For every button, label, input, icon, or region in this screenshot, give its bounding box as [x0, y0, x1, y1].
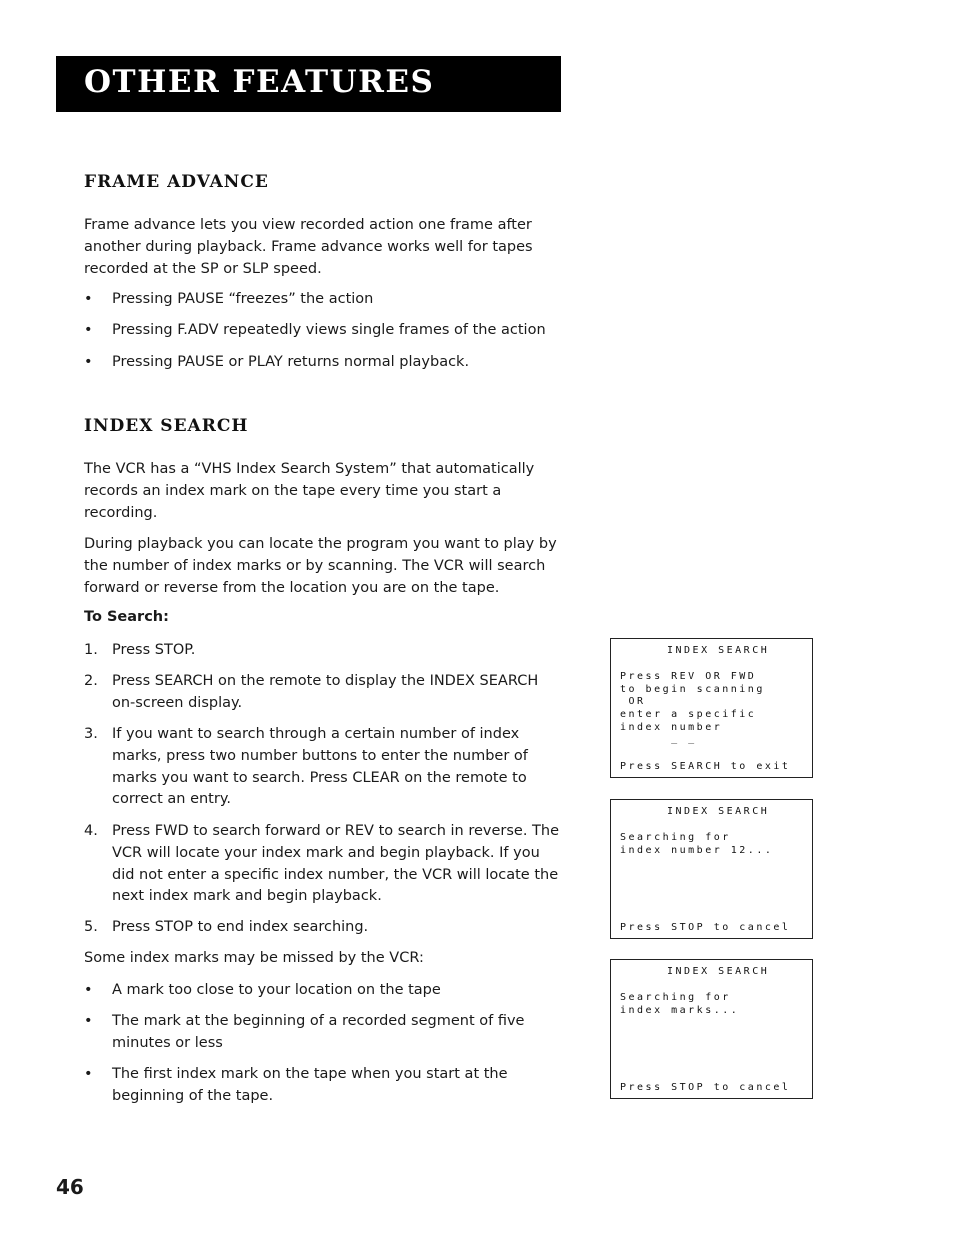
osd-screen-searching-number	[610, 799, 813, 939]
step-text-3: If you want to search through a certain number of index marks, press two number buttons to enter the number of marks you want to search. Press CLEAR on the remote to correct an entry.	[112, 726, 528, 808]
index-search-para-1	[84, 459, 564, 524]
osd-footer: Press SEARCH to exit	[620, 761, 791, 772]
frame-advance-intro-text: Frame advance lets you view recorded action one frame after another during playback. Frame advance works well for tapes recorded at the SP or SLP speed.	[84, 217, 533, 277]
bullet-marker: •	[84, 1013, 93, 1029]
osd-line: Searching for	[620, 832, 731, 843]
osd-title: INDEX SEARCH	[667, 645, 770, 656]
step-text-2: Press SEARCH on the remote to display the INDEX SEARCH on-screen display.	[112, 673, 539, 711]
step-number: 1.	[84, 642, 98, 658]
index-search-heading: INDEX SEARCH	[84, 416, 249, 436]
osd-screen-index-search-start	[610, 638, 813, 778]
bullet-marker: •	[84, 982, 93, 998]
section-header-bar	[56, 56, 561, 112]
to-search-label: To Search:	[84, 609, 169, 625]
frame-advance-heading: FRAME ADVANCE	[84, 172, 269, 192]
index-search-para-1-text: The VCR has a “VHS Index Search System” that automatically records an index mark on the tape every time you start a recording.	[84, 461, 535, 521]
osd-footer: Press STOP to cancel	[620, 1082, 791, 1093]
missed-bullet-1: A mark too close to your location on the tape	[112, 982, 441, 998]
step-number: 5.	[84, 919, 98, 935]
step-text-4: Press FWD to search forward or REV to search in reverse. The VCR will locate your index mark and begin playback. If you did not enter a specific index number, the VCR will locate the next index mark and begin playback.	[112, 823, 560, 905]
index-search-para-2-text: During playback you can locate the program you want to play by the number of index marks or by scanning. The VCR will search forward or reverse from the location you are on the tape.	[84, 536, 557, 596]
bullet-marker: •	[84, 291, 93, 307]
osd-screen-searching-marks	[610, 959, 813, 1099]
osd-line: Press REV OR FWD	[620, 671, 757, 682]
osd-line: to begin scanning	[620, 684, 765, 695]
osd-footer: Press STOP to cancel	[620, 922, 791, 933]
osd-line: index number 12...	[620, 845, 774, 856]
missed-bullet-2: The mark at the beginning of a recorded segment of five minutes or less	[112, 1013, 525, 1051]
missed-marks-intro-text: Some index marks may be missed by the VCR:	[84, 950, 424, 966]
osd-title: INDEX SEARCH	[667, 806, 770, 817]
frame-advance-bullet-3: Pressing PAUSE or PLAY returns normal playback.	[112, 354, 470, 370]
page-number: 46	[56, 1175, 84, 1199]
missed-bullet-3: The first index mark on the tape when you start at the beginning of the tape.	[112, 1066, 508, 1104]
step-number: 2.	[84, 673, 98, 689]
page-title: OTHER FEATURES	[84, 64, 435, 100]
osd-line: enter a specific	[620, 709, 757, 720]
osd-line: Searching for	[620, 992, 731, 1003]
osd-index-entry-blanks: _ _	[620, 733, 697, 744]
frame-advance-bullet-2: Pressing F.ADV repeatedly views single frames of the action	[112, 322, 546, 338]
bullet-marker: •	[84, 354, 93, 370]
osd-line: index number	[620, 722, 723, 733]
step-number: 3.	[84, 726, 98, 742]
frame-advance-intro	[84, 215, 564, 280]
bullet-marker: •	[84, 322, 93, 338]
step-text-1: Press STOP.	[112, 642, 196, 658]
osd-line: index marks...	[620, 1005, 740, 1016]
index-search-para-2	[84, 534, 564, 599]
frame-advance-bullet-1: Pressing PAUSE “freezes” the action	[112, 291, 374, 307]
osd-line: OR	[620, 696, 646, 707]
missed-marks-intro	[84, 948, 564, 970]
step-text-5: Press STOP to end index searching.	[112, 919, 369, 935]
bullet-marker: •	[84, 1066, 93, 1082]
step-number: 4.	[84, 823, 98, 839]
osd-title: INDEX SEARCH	[667, 966, 770, 977]
